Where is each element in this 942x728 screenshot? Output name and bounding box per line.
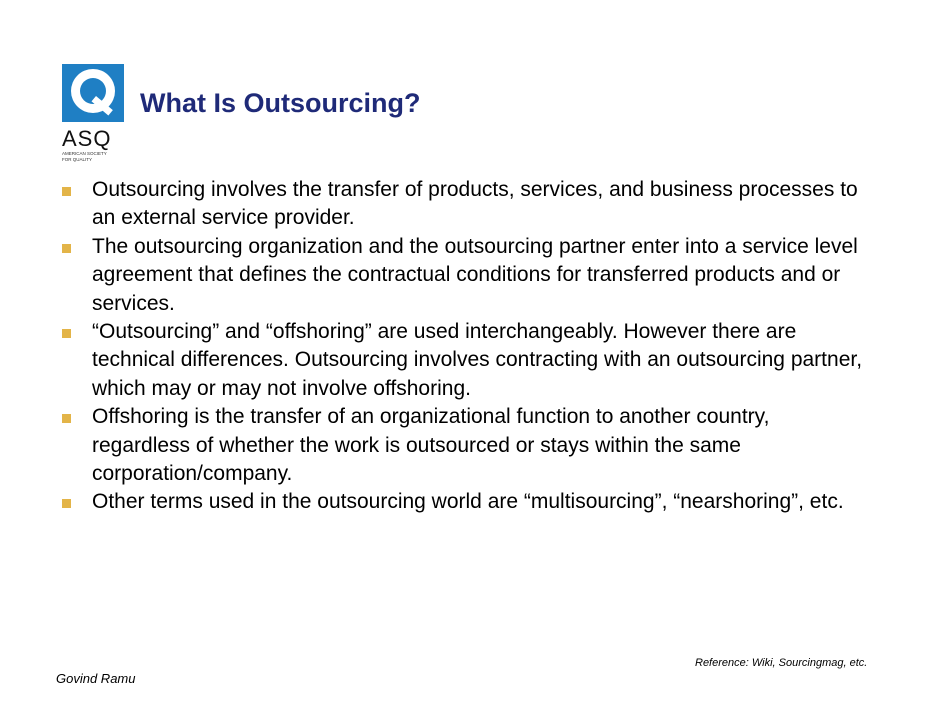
author-name: Govind Ramu bbox=[56, 671, 136, 686]
bullet-square-icon bbox=[62, 244, 71, 253]
svg-text:ASQ: ASQ bbox=[62, 126, 112, 151]
bullet-item bbox=[58, 233, 868, 318]
bullet-text: “Outsourcing” and “offshoring” are used interchangeably. However there are technical differences. Outsourcing involves contracting with an outsourcing partner, which may or may not involve offshoring. bbox=[92, 320, 863, 400]
svg-text:FOR QUALITY: FOR QUALITY bbox=[62, 157, 93, 162]
bullet-text: Other terms used in the outsourcing world are “multisourcing”, “nearshoring”, etc. bbox=[92, 490, 844, 514]
bullet-list bbox=[58, 176, 868, 517]
bullet-square-icon bbox=[62, 499, 71, 508]
bullet-item bbox=[58, 318, 868, 403]
bullet-text: Offshoring is the transfer of an organizational function to another country, regardless of whether the work is outsourced or stays within the same corporation/company. bbox=[92, 405, 770, 486]
bullet-item bbox=[58, 488, 868, 516]
bullet-square-icon bbox=[62, 414, 71, 423]
bullet-square-icon bbox=[62, 187, 71, 196]
bullet-text: Outsourcing involves the transfer of products, services, and business processes to an external service provider. bbox=[92, 178, 858, 230]
bullet-square-icon bbox=[62, 329, 71, 338]
asq-logo-icon bbox=[56, 62, 148, 166]
reference-note: Reference: Wiki, Sourcingmag, etc. bbox=[695, 657, 868, 669]
bullet-item bbox=[58, 403, 868, 488]
svg-text:AMERICAN SOCIETY: AMERICAN SOCIETY bbox=[62, 151, 107, 156]
bullet-item bbox=[58, 176, 868, 233]
slide-title: What Is Outsourcing? bbox=[140, 88, 421, 118]
asq-logo bbox=[56, 62, 148, 166]
bullet-text: The outsourcing organization and the outsourcing partner enter into a service level agreement that defines the contractual conditions for transferred products and or services. bbox=[92, 234, 858, 315]
